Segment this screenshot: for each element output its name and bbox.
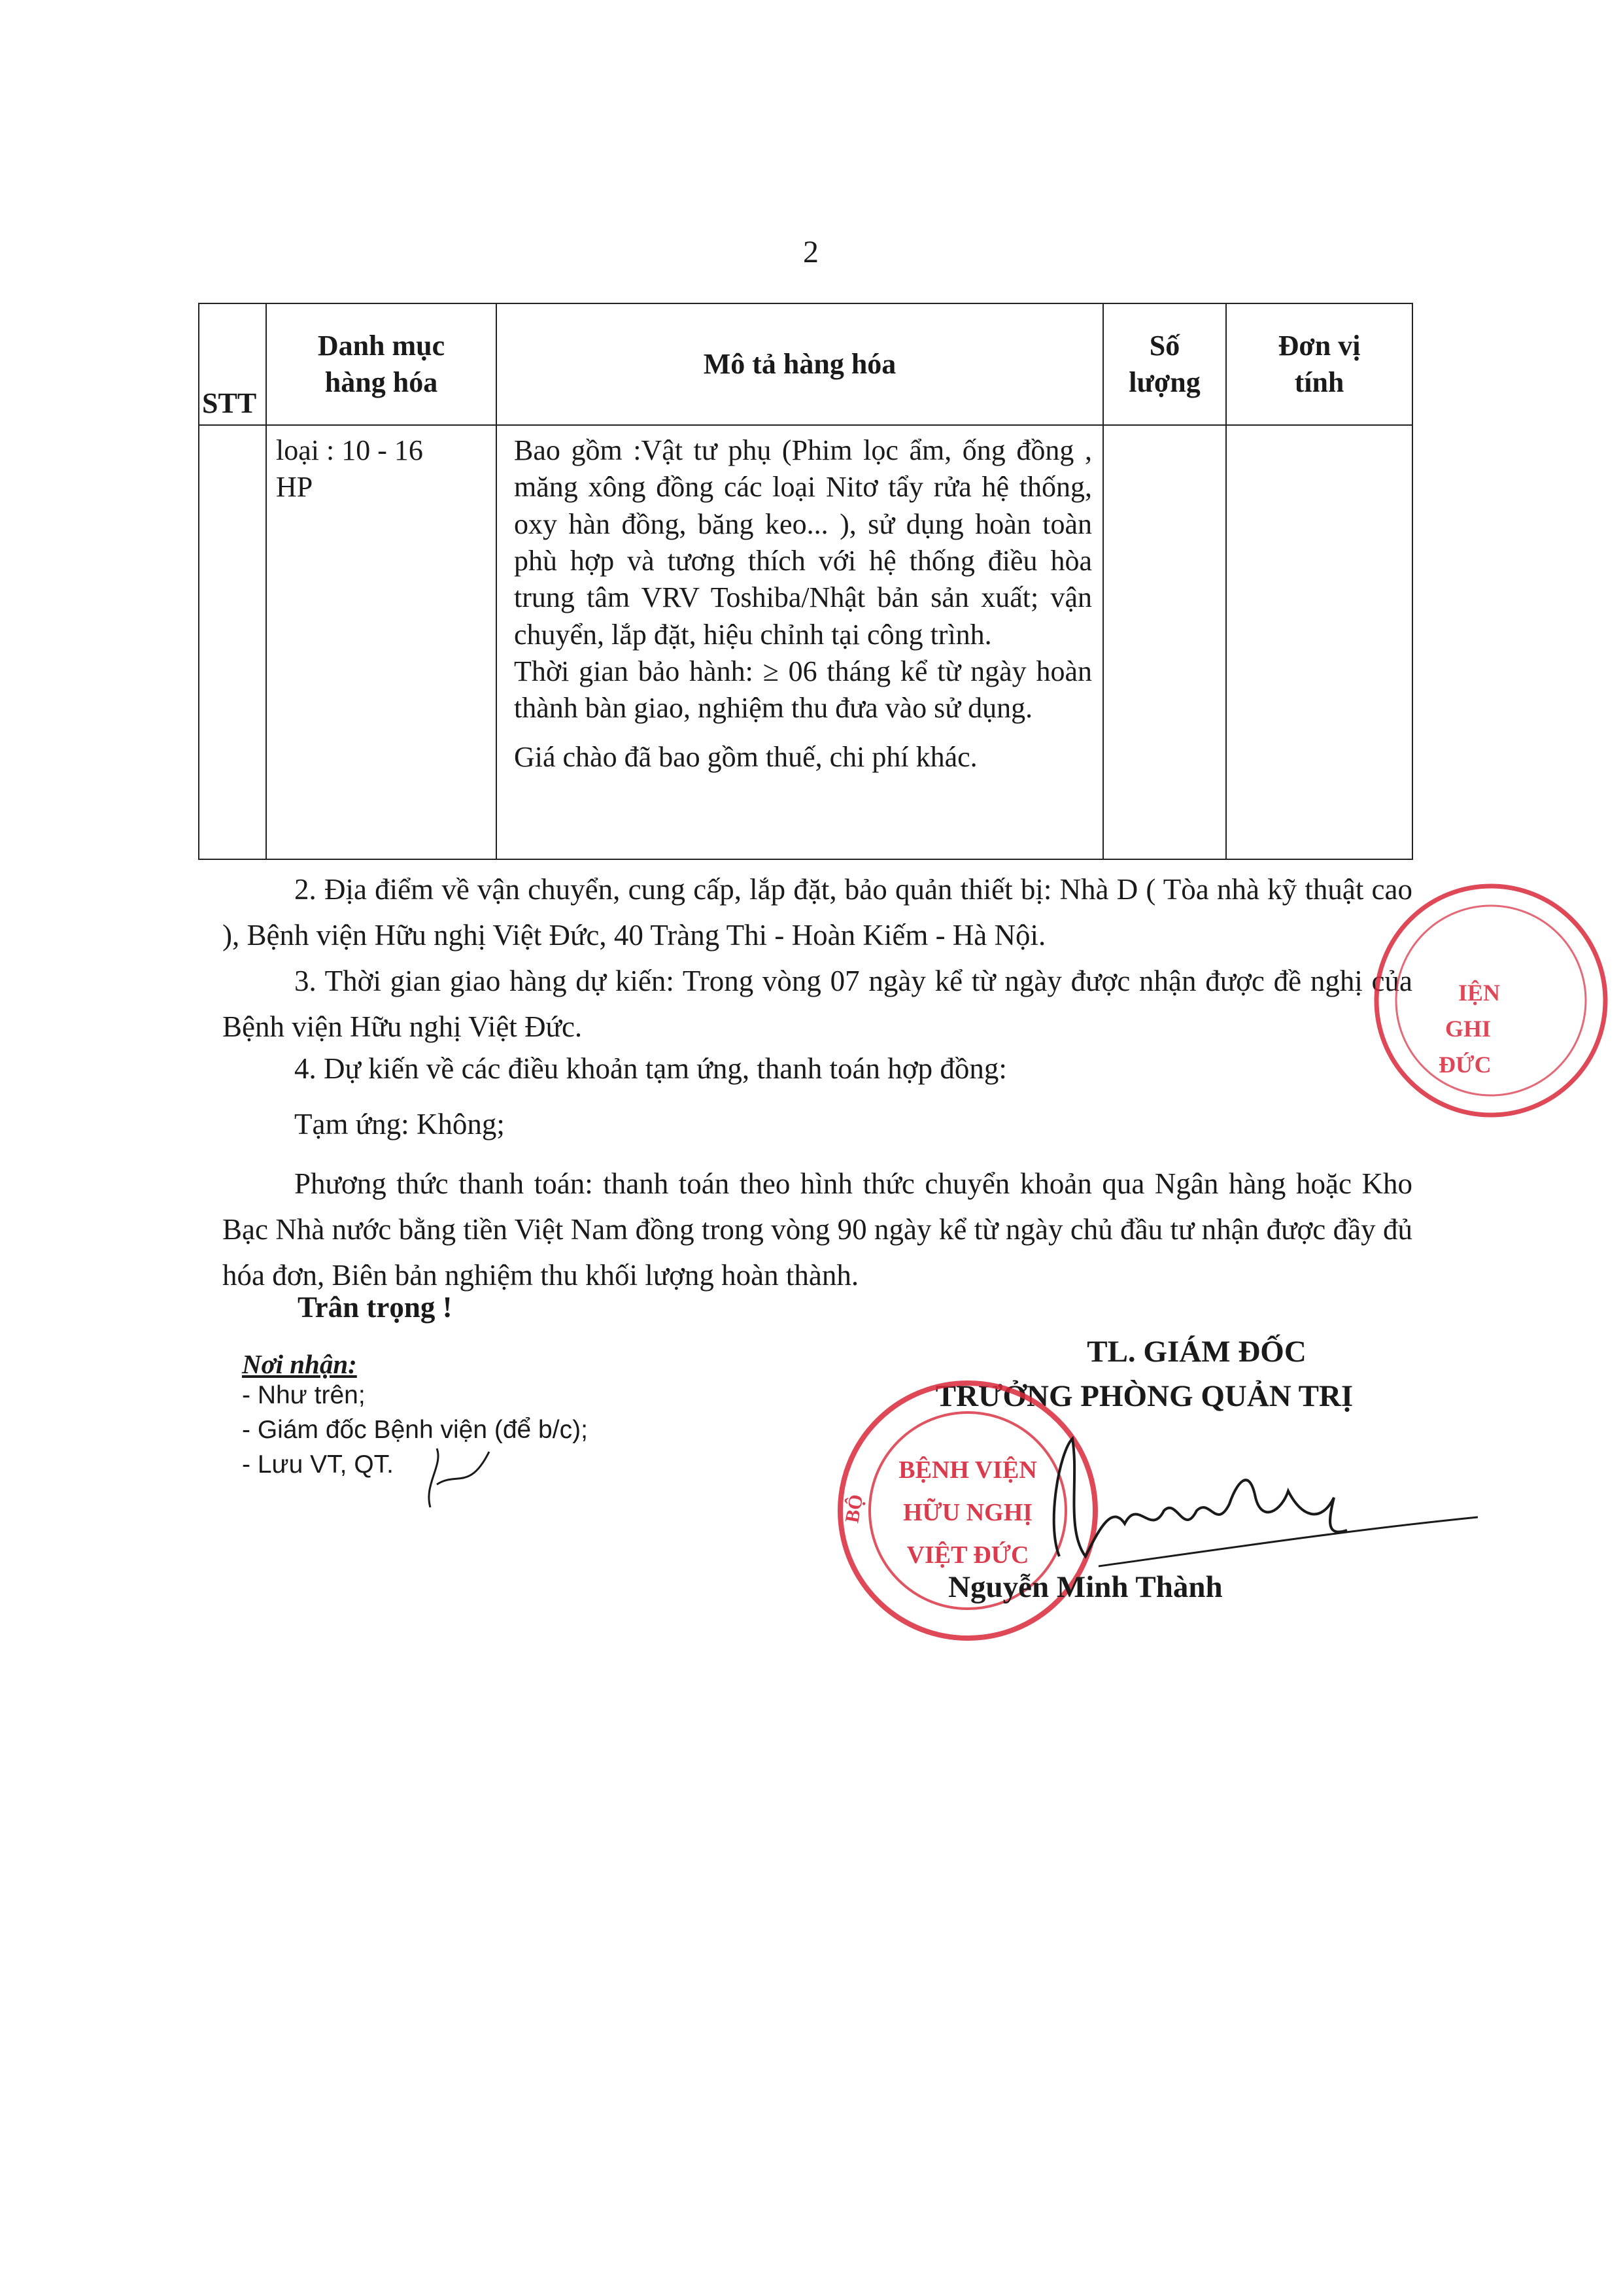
- payment-paragraph: [222, 1161, 1412, 1298]
- item-4-text: 4. Dự kiến về các điều khoản tạm ứng, thanh toán hợp đồng:: [294, 1052, 1007, 1085]
- description-materials: Bao gồm :Vật tư phụ (Phim lọc ẩm, ống đồng , măng xông đồng các loại Nitơ tẩy rửa hệ thống, oxy hàn đồng, băng keo... ), sử dụng hoàn toàn phù hợp và tương thích với hệ thống điều hòa trung tâm VRV Toshiba/Nhật bản sản xuất; vận chuyển, lắp đặt, hiệu chỉnh tại công trình.: [514, 434, 1092, 651]
- closing-regards: Trân trọng !: [298, 1291, 453, 1324]
- advance-text: Tạm ứng: Không;: [294, 1108, 505, 1140]
- payment-text: Phương thức thanh toán: thanh toán theo hình thức chuyển khoản qua Ngân hàng hoặc Kho Bạc Nhà nước bằng tiền Việt Nam đồng trong vòng 90 ngày kể từ ngày chủ đầu tư nhận được đầy đủ hóa đơn, Biên bản nghiệm thu khối lượng hoàn thành.: [222, 1167, 1412, 1292]
- recipient-item: - Giám đốc Bệnh viện (để b/c);: [242, 1416, 588, 1444]
- cell-stt: [199, 425, 266, 859]
- cell-category-line1: loại : 10 - 16: [276, 434, 423, 466]
- signer-name: Nguyễn Minh Thành: [948, 1570, 1223, 1604]
- cell-description: [496, 425, 1103, 859]
- stamp-right-text: IỆN: [1458, 980, 1501, 1006]
- stamp-line: BỆNH VIỆN: [898, 1456, 1037, 1484]
- item-2-paragraph: [222, 866, 1412, 958]
- header-quantity-line1: Số: [1149, 329, 1180, 362]
- header-category: [266, 303, 496, 425]
- table-header-row: [199, 303, 1412, 425]
- item-2-text: 2. Địa điểm về vận chuyển, cung cấp, lắp đặt, bảo quản thiết bị: Nhà D ( Tòa nhà kỹ thuật cao ), Bệnh viện Hữu nghị Việt Đức, 40 Tràng Thi - Hoàn Kiếm - Hà Nội.: [222, 873, 1412, 951]
- header-quantity-line2: lượng: [1129, 366, 1201, 398]
- table-row: [199, 425, 1412, 859]
- header-unit: [1226, 303, 1412, 425]
- signature-position: TRƯỞNG PHÒNG QUẢN TRỊ: [935, 1379, 1354, 1413]
- header-category-line2: hàng hóa: [324, 366, 438, 398]
- header-category-line1: Danh mục: [317, 329, 445, 362]
- recipient-item: - Như trên;: [242, 1381, 366, 1409]
- cell-quantity: [1103, 425, 1226, 859]
- header-quantity: [1103, 303, 1226, 425]
- recipients-title: Nơi nhận:: [242, 1349, 357, 1379]
- stamp-line: VIỆT ĐỨC: [906, 1541, 1029, 1569]
- stamp-line: HỮU NGHỊ: [902, 1499, 1033, 1526]
- cell-category: [266, 425, 496, 859]
- stamp-right-text: GHI: [1445, 1016, 1492, 1042]
- page-number: 2: [803, 235, 819, 269]
- item-3-paragraph: [222, 958, 1412, 1050]
- stamp-side-text: BỘ: [841, 1492, 868, 1525]
- initials-mark: [417, 1445, 496, 1517]
- cell-unit: [1226, 425, 1412, 859]
- item-3-text: 3. Thời gian giao hàng dự kiến: Trong vòng 07 ngày kể từ ngày được nhận được đề nghị của Bệnh viện Hữu nghị Việt Đức.: [222, 965, 1412, 1043]
- stamp-right-seal: [1360, 876, 1530, 1125]
- stamp-right-text: ĐỨC: [1439, 1052, 1492, 1078]
- signature-title: TL. GIÁM ĐỐC: [1087, 1335, 1307, 1369]
- header-unit-line2: tính: [1294, 366, 1344, 398]
- recipient-item: - Lưu VT, QT.: [242, 1450, 394, 1479]
- description-price-note: Giá chào đã bao gồm thuế, chi phí khác.: [514, 740, 978, 773]
- description-warranty: Thời gian bảo hành: ≥ 06 tháng kể từ ngày hoàn thành bàn giao, nghiệm thu đưa vào sử dụng.: [514, 655, 1092, 725]
- header-stt: STT: [199, 303, 266, 425]
- header-description: Mô tả hàng hóa: [496, 303, 1103, 425]
- cell-category-line2: HP: [276, 471, 313, 504]
- goods-table: [198, 303, 1413, 860]
- stamp-right: [1360, 876, 1530, 1128]
- header-unit-line1: Đơn vị: [1278, 329, 1361, 362]
